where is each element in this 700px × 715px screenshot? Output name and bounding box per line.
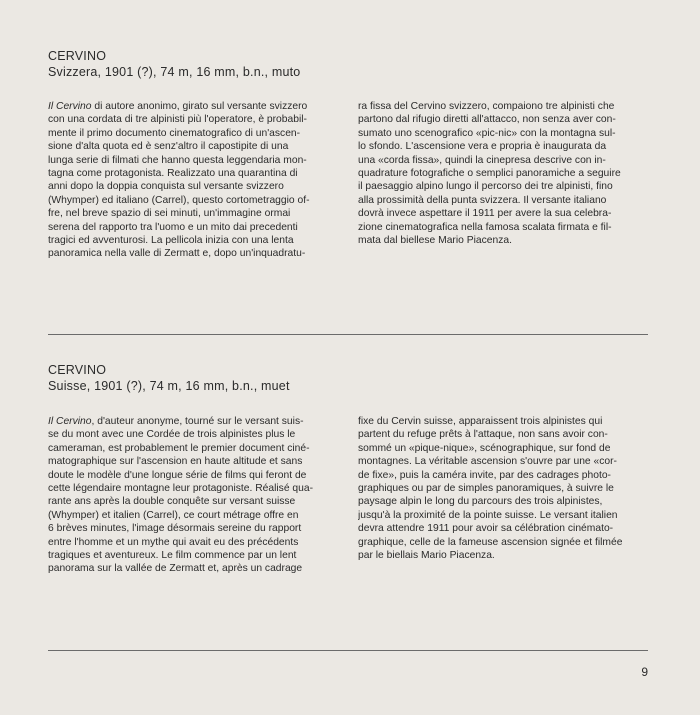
text-line: partono dal rifugio diretti all'attacco, non senza aver con-	[358, 114, 616, 126]
text-line: Il Cervino di autore anonimo, girato sul versante svizzero	[48, 101, 308, 112]
text-line: sumato uno scenografico «pic-nic» con la montagna sul-	[358, 127, 616, 139]
text-line: jusqu'à la proximité de la pointe suisse. Le versant italien	[358, 509, 618, 521]
text-line: rante ans après la double conquête sur versant suisse	[48, 496, 296, 508]
text-line: lo sfondo. L'ascensione vera e propria è inaugurata da	[358, 141, 607, 153]
text-line: dovrà invece aspettare il 1911 per avere la sua celebra-	[358, 208, 612, 220]
text-line: il paesaggio alpino lungo il percorso dei tre alpinisti, fino	[358, 181, 613, 193]
text-line: devra attendre 1911 pour avoir sa célébration cinémato-	[358, 523, 614, 535]
text-line: montagnes. La véritable ascension s'ouvre par une «cor-	[358, 456, 617, 468]
bottom-divider	[48, 650, 648, 651]
text-line: con una cordata di tre alpinisti più l'operatore, è probabil-	[48, 114, 307, 126]
text-line: fre, nel breve spazio di sei minuti, un'immagine ormai	[48, 208, 291, 220]
text-line: graphique, celle de la fameuse ascension signée et filmée	[358, 536, 623, 548]
text-line: matographique sur l'ascension en haute altitude et sans	[48, 456, 303, 468]
text-line: mente il primo documento cinematografico di un'ascen-	[48, 127, 301, 139]
text-line: una «corda fissa», quindi la cinepresa descrive con in-	[358, 154, 606, 166]
text-line: mata dal biellese Mario Piacenza.	[358, 235, 512, 247]
it-subtitle: Svizzera, 1901 (?), 74 m, 16 mm, b.n., muto	[48, 65, 301, 79]
text-line: Il Cervino, d'auteur anonyme, tourné sur le versant suis-	[48, 416, 304, 427]
text-line: alla prossimità della punta svizzera. Il versante italiano	[358, 194, 607, 206]
it-title: CERVINO	[48, 49, 107, 63]
text-line: panorama sur la vallée de Zermatt et, après un cadrage	[48, 563, 303, 575]
it-body	[48, 100, 648, 261]
text-line: entre l'homme et un mythe qui avait eu des précédents	[48, 536, 299, 548]
text-line: serena del rapporto tra l'uomo e un mito dai precedenti	[48, 221, 298, 233]
fr-column-right	[358, 415, 648, 576]
it-column-left	[48, 100, 338, 261]
text-line: tagna come protagonista. Realizzato una quarantina di	[48, 168, 298, 180]
section-divider	[48, 334, 648, 335]
text-line: panoramica nella valle di Zermatt e, dopo un'inquadratu-	[48, 248, 306, 260]
text-line: fixe du Cervin suisse, apparaissent trois alpinistes qui	[358, 416, 603, 427]
text-line: par le biellais Mario Piacenza.	[358, 550, 495, 562]
text-line: 6 brèves minutes, l'image désormais sereine du rapport	[48, 523, 302, 535]
text-line: de fixe», puis la caméra invite, par des cadrages photo-	[358, 469, 611, 481]
page-number: 9	[641, 665, 648, 679]
text-line: anni dopo la doppia conquista sul versante svizzero	[48, 181, 284, 193]
fr-body	[48, 415, 648, 576]
text-line: cameraman, est probablement le premier document ciné-	[48, 442, 310, 454]
text-line: se du mont avec une Cordée de trois alpinistes plus le	[48, 429, 296, 441]
fr-column-left	[48, 415, 338, 576]
text-line: (Whymper) ed italiano (Carrel), questo cortometraggio of-	[48, 194, 310, 206]
text-line: ra fissa del Cervino svizzero, compaiono tre alpinisti che	[358, 101, 615, 112]
text-line: zione cinematografica nella famosa scalata firmata e fil-	[358, 221, 612, 233]
text-line: sommé un «pique-nique», scénographique, sur fond de	[358, 442, 611, 454]
text-line: cette légendaire montagne leur protagoniste. Réalisé qua-	[48, 483, 314, 495]
fr-subtitle: Suisse, 1901 (?), 74 m, 16 mm, b.n., muet	[48, 379, 290, 393]
text-line: doute le modèle d'une longue série de films qui feront de	[48, 469, 307, 481]
it-header	[48, 48, 648, 80]
text-line: (Whymper) et italien (Carrel), ce court métrage offre en	[48, 509, 299, 521]
text-line: quadrature fotografiche o semplici panoramiche a seguire	[358, 168, 621, 180]
text-line: partent du refuge prêts à l'attaque, non sans avoir con-	[358, 429, 608, 441]
text-line: tragici ed avventurosi. La pellicola inizia con una lenta	[48, 235, 294, 247]
text-line: sione d'alta quota ed è senz'altro il capostipite di una	[48, 141, 289, 153]
fr-header	[48, 362, 648, 394]
text-line: lunga serie di filmati che hanno questa leggendaria mon-	[48, 154, 307, 166]
fr-title: CERVINO	[48, 363, 107, 377]
text-line: tragiques et aventureux. Le film commence par un lent	[48, 550, 297, 562]
it-column-right	[358, 100, 648, 261]
text-line: paysage alpin le long du parcours des trois alpinistes,	[358, 496, 603, 508]
text-line: graphiques ou par de simples panoramiques, à suivre le	[358, 483, 614, 495]
